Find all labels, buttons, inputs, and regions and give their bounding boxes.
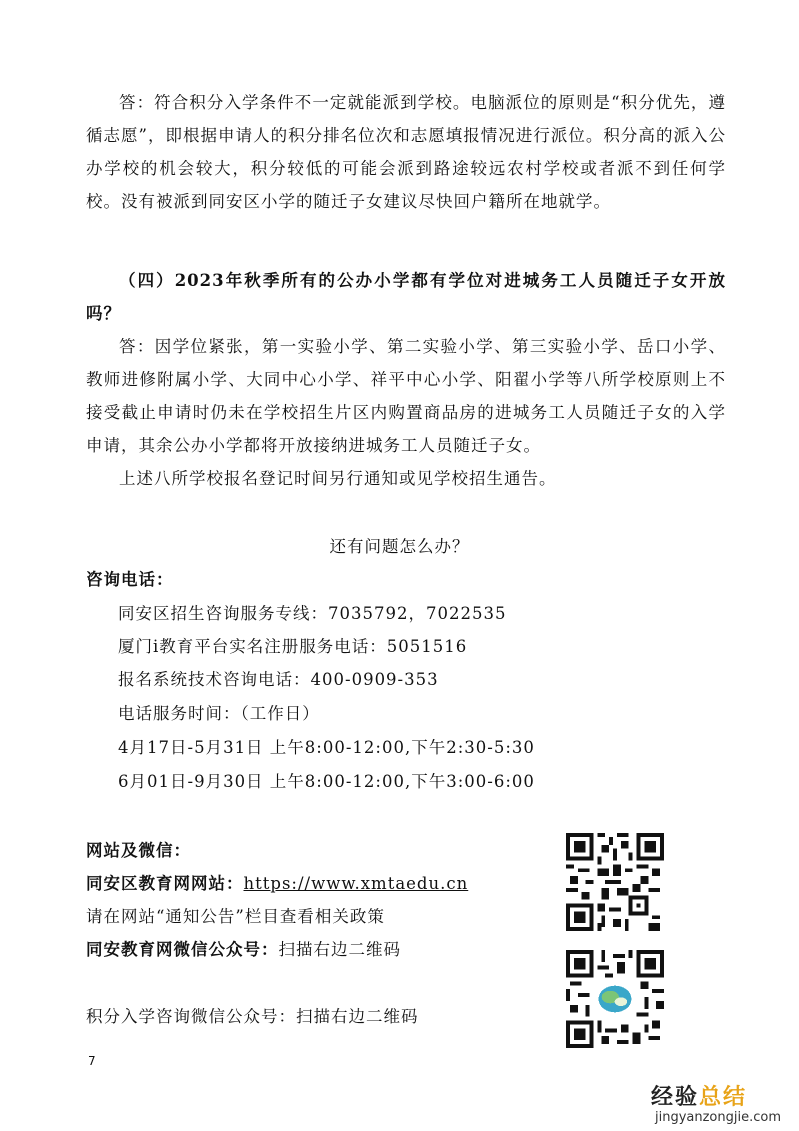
page-number: 7: [88, 1054, 96, 1068]
note-paragraph: 上述八所学校报名登记时间另行通知或见学校招生通告。: [119, 469, 557, 488]
wechat-label-1: 同安教育网微信公众号：: [86, 940, 279, 959]
phone-hours-period-2: 6月01日-9月30日 上午8:00-12:00,下午3:00-6:00: [118, 772, 535, 791]
web-heading: 网站及微信：: [86, 841, 191, 860]
wechat-line-2: 积分入学咨询微信公众号：扫描右边二维码: [86, 1007, 419, 1026]
watermark-domain: jingyanzongjie.com: [654, 1110, 781, 1125]
website-line: [86, 867, 468, 900]
qr-code-points-wechat: [566, 950, 664, 1048]
question-4: （四）2023年秋季所有的公办小学都有学位对进城务工人员随迁子女开放吗？: [86, 271, 726, 323]
watermark-brand-a: 经验: [650, 1085, 699, 1110]
watermark-brand-b: 总结: [698, 1085, 747, 1110]
section-title: 还有问题怎么办？: [329, 537, 470, 556]
website-link[interactable]: https://www.xmtaedu.cn: [243, 874, 469, 893]
website-label: 同安区教育网网站：: [86, 874, 244, 893]
phone-hours-period-1: 4月17日-5月31日 上午8:00-12:00,下午2:30-5:30: [118, 738, 535, 757]
wechat-line-1: [86, 933, 401, 966]
phone-heading: 咨询电话：: [86, 570, 174, 589]
wechat-instruction-1: 扫描右边二维码: [278, 940, 401, 959]
answer-paragraph-1: 答：符合积分入学条件不一定就能派到学校。电脑派位的原则是“积分优先，遵循志愿”，即根据申请人的积分排名位次和志愿填报情况进行派位。积分高的派入公办学校的机会较大，积分较低的可能会派到路途较远农村学校或者派不到任何学校。没有被派到同安区小学的随迁子女建议尽快回户籍所在地就学。: [86, 93, 726, 211]
qr-code-edu-wechat: [566, 833, 664, 931]
website-note: 请在网站“通知公告”栏目查看相关政策: [86, 907, 385, 926]
phone-service-hours: 电话服务时间：（工作日）: [118, 704, 320, 723]
answer-paragraph-4: 答：因学位紧张，第一实验小学、第二实验小学、第三实验小学、岳口小学、教师进修附属小学、大同中心小学、祥平中心小学、阳翟小学等八所学校原则上不接受截止申请时仍未在学校招生片区内购置商品房的进城务工人员随迁子女的入学申请，其余公办小学都将开放接纳进城务工人员随迁子女。: [86, 337, 726, 455]
phone-line-tech: 报名系统技术咨询电话：400-0909-353: [118, 670, 439, 689]
watermark-brand: [651, 1080, 747, 1111]
phone-line-hotline: 同安区招生咨询服务专线：7035792，7022535: [118, 604, 507, 623]
phone-line-ieducation: 厦门i教育平台实名注册服务电话：5051516: [118, 637, 468, 656]
